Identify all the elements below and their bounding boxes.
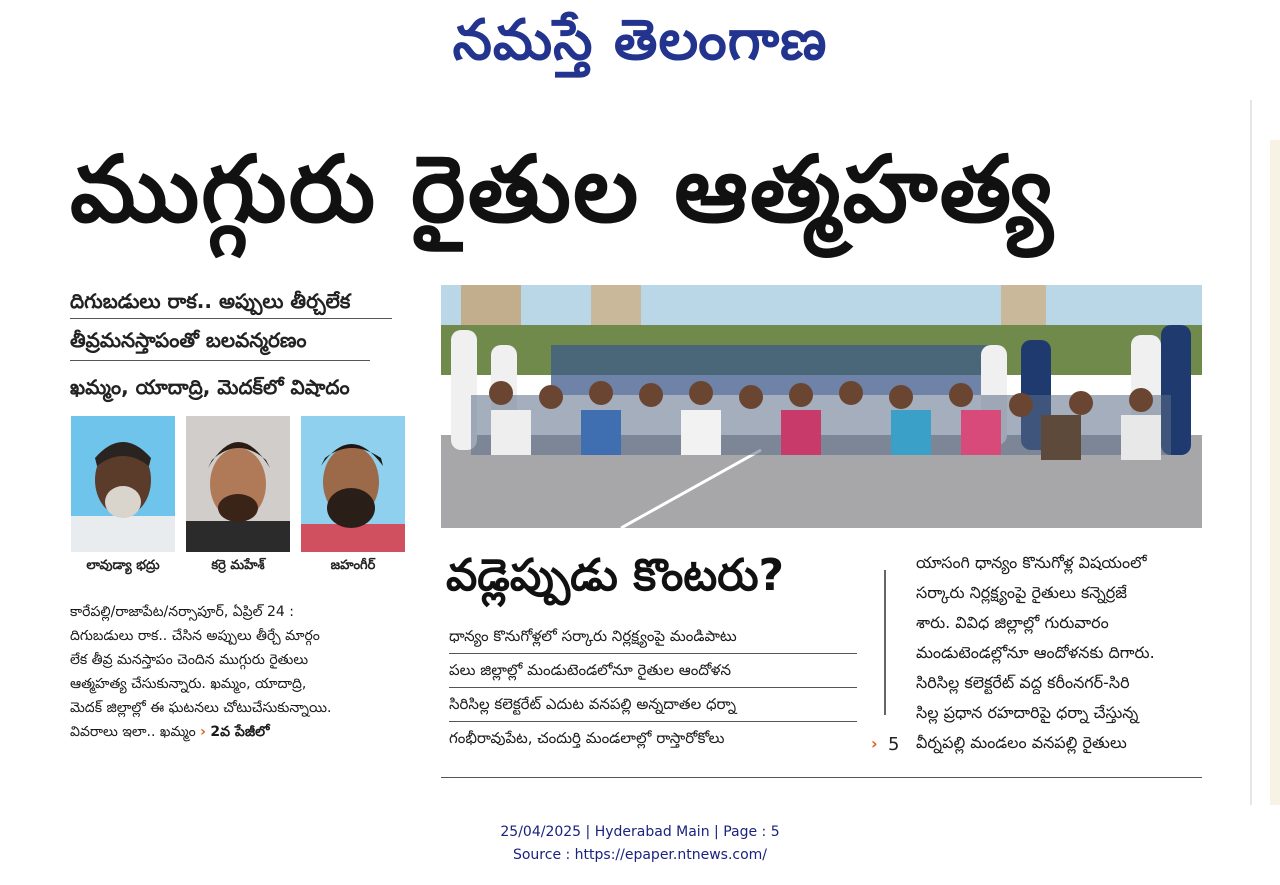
right-text-line: యాసంగి ధాన్యం కొనుగోళ్ల విషయంలో [916,553,1147,572]
continued-page-link[interactable]: 2వ పేజీలో [210,724,270,740]
main-headline: ముగ్గురు రైతుల ఆత్మహత్య [70,136,1055,243]
subhead-divider [70,318,392,319]
secondary-headline: వడ్లెప్పుడు కొంటరు? [446,550,785,601]
summary-item-1: ధాన్యం కొనుగోళ్లలో సర్కారు నిర్లక్ష్యంపై మండిపాటు [449,620,857,654]
right-text-line: సిరిసిల్ల కలెక్టరేట్ వద్ద కరీంనగర్-సిరి [916,673,1130,692]
bottom-rule [441,777,1202,778]
subhead-2: తీవ్రమనస్తాపంతో బలవన్మరణం [70,328,307,352]
right-text-line: సర్కారు నిర్లక్ష్యంపై రైతులు కన్నెర్రజే [916,583,1127,602]
chevron-right-icon: › [200,724,206,740]
portrait-caption-3: జహంగీర్ [330,558,376,573]
page-edge [1250,100,1252,805]
body-text-line: దిగుబడులు రాక.. చేసిన అప్పులు తీర్చే మార్గం [70,628,320,644]
column-divider [884,570,886,715]
body-text-line: కారేపల్లి/రాజాపేట/నర్సాపూర్, ఏప్రిల్ 24 : [70,604,294,620]
adjacent-page-strip [1270,140,1280,805]
footer-date-edition: 25/04/2025 | Hyderabad Main | Page : 5 [500,824,780,840]
summary-item-2: పలు జిల్లాల్లో మండుటెండలోనూ రైతుల ఆందోళన [449,654,857,688]
subhead-3: ఖమ్మం, యాదాద్రి, మెదక్‌లో విషాదం [70,375,350,399]
summary-item-4: గంభీరావుపేట, చందుర్తి మండలాల్లో రాస్తారోకోలు [449,729,725,747]
right-text-line: శారు. వివిధ జిల్లాల్లో గురువారం [916,613,1109,632]
body-text-line: లేక తీవ్ర మనస్తాపం చెందిన ముగ్గురు రైతులు [70,652,309,668]
masthead-logo: నమస్తే తెలంగాణ [452,8,828,73]
body-text-line: మెదక్ జిల్లాల్లో ఈ ఘటనలు చోటుచేసుకున్నాయి. [70,700,332,716]
subhead-1: దిగుబడులు రాక.. అప్పులు తీర్చలేక [70,289,351,313]
body-text-line: ఆత్మహత్య చేసుకున్నారు. ఖమ్మం, యాదాద్రి, [70,676,307,692]
footer-source[interactable]: Source : https://epaper.ntnews.com/ [512,847,768,863]
jump-page-number[interactable]: 5 [888,734,900,755]
portrait-photo-3 [301,416,405,552]
right-text-line: మండుటెండల్లోనూ ఆందోళనకు దిగారు. [916,643,1155,662]
portrait-caption-1: లావుడ్యా భద్రు [86,558,160,573]
portrait-photo-2 [186,416,290,552]
portrait-photo-1 [71,416,175,552]
body-text-line: వివరాలు ఇలా.. ఖమ్మం [70,724,196,740]
right-text-line: వీర్నపల్లి మండలం వనపల్లి రైతులు [916,733,1127,752]
summary-item-3: సిరిసిల్ల కలెక్టరేట్ ఎదుట వనపల్లి అన్నదాతల ధర్నా [449,688,857,722]
body-text-last-line [70,720,415,744]
protest-photo [441,285,1202,528]
portrait-caption-2: కర్రె మహేశ్ [211,558,265,573]
subhead-divider [70,360,370,361]
right-text-line: సిల్ల ప్రధాన రహదారిపై ధర్నా చేస్తున్న [916,703,1139,722]
chevron-right-icon: › [871,734,878,753]
